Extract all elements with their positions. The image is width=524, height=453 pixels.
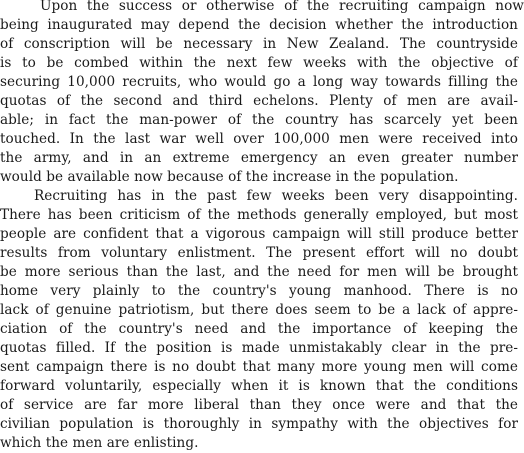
text-line: being inaugurated may depend the decision whether the introduction [0,17,518,33]
text-line: Recruiting has in the past few weeks been very disappointing. [34,188,518,204]
text-line: people are confident that a vigorous campaign will still produce better [0,226,518,242]
text-line: securing 10,000 recruits, who would go a long way towards filling the [0,74,518,90]
text-line: civilian population is thoroughly in sympathy with the objectives for [0,416,518,432]
text-line: There has been criticism of the methods generally employed, but most [0,207,518,223]
text-line: be more serious than the last, and the need for men will be brought [0,264,518,280]
text-line: forward voluntarily, especially when it is known that the conditions [0,378,518,394]
text-line: able; in fact the man-power of the country has scarcely yet been [0,112,518,128]
text-line: is to be combed within the next few weeks with the objective of [0,55,518,71]
text-line: ciation of the country's need and the importance of keeping the [0,321,518,337]
text-line: quotas filled. If the position is made unmistakably clear in the pre- [0,340,518,356]
text-line: would be available now because of the increase in the population. [0,169,459,185]
text-line: Upon the success or otherwise of the recruiting campaign now [40,0,524,14]
text-line: of conscription will be necessary in New Zealand. The countryside [0,36,518,52]
text-line: of service are far more liberal than they once were and that the [0,397,518,413]
text-line: which the men are enlisting. [0,435,199,451]
text-line: quotas of the second and third echelons. Plenty of men are avail- [0,93,518,109]
text-line: the army, and in an extreme emergency an even greater number [0,150,518,166]
text-line: home very plainly to the country's young manhood. There is no [0,283,518,299]
text-line: sent campaign there is no doubt that many more young men will come [0,359,518,375]
text-line: lack of genuine patriotism, but there does seem to be a lack of appre- [0,302,518,318]
text-line: touched. In the last war well over 100,000 men were received into [0,131,518,147]
text-line: results from voluntary enlistment. The present effort will no doubt [0,245,518,261]
